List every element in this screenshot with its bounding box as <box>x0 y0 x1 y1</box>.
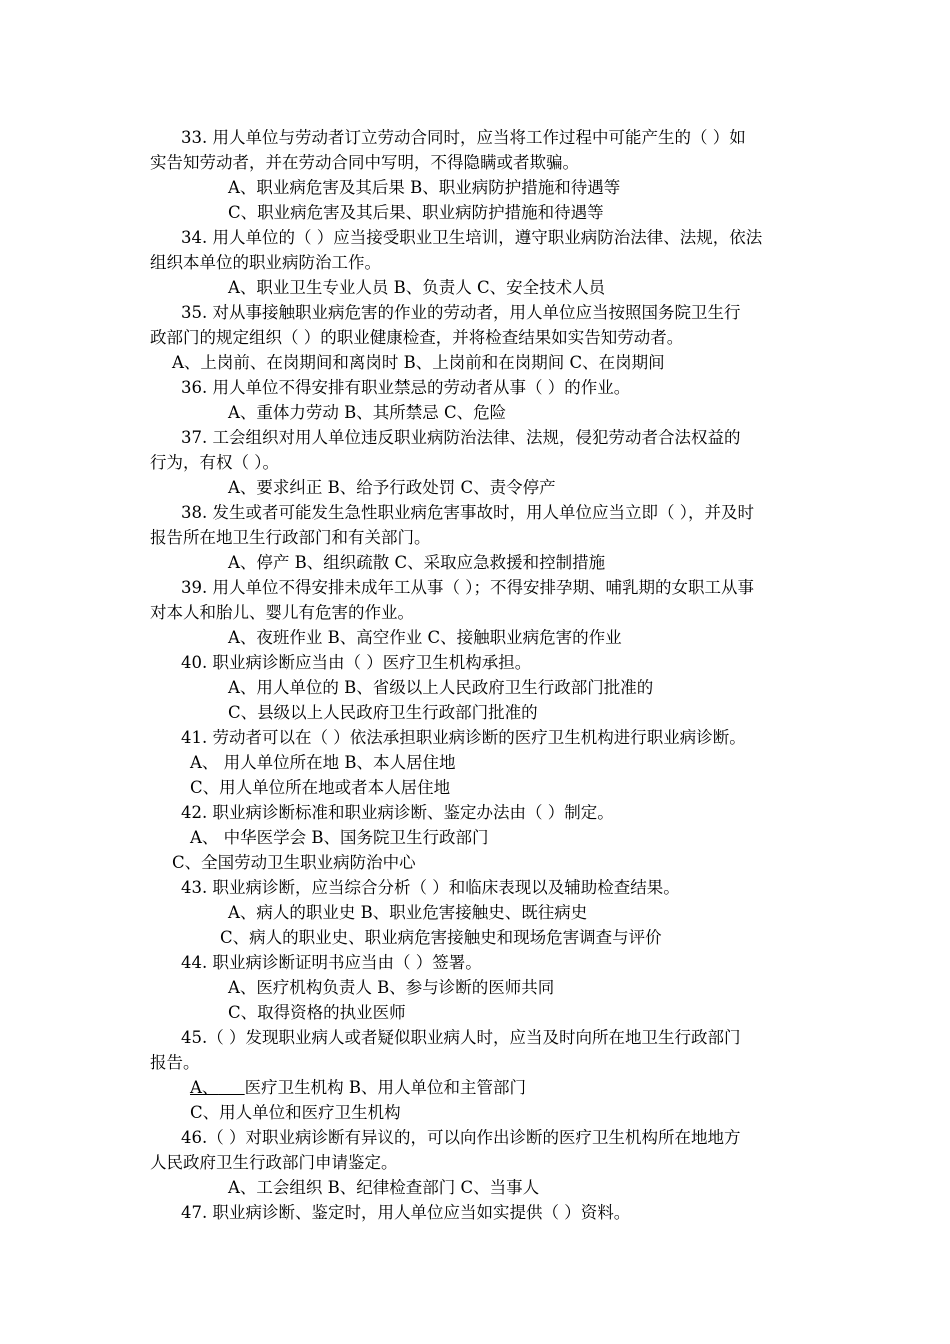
question-40-options-2: C、县级以上人民政府卫生行政部门批准的 <box>228 703 538 722</box>
question-44-options-1: A、医疗机构负责人 B、参与诊断的医师共同 <box>228 978 555 997</box>
question-39-line-2: 对本人和胎儿、婴儿有危害的作业。 <box>150 603 414 622</box>
question-39-line-1: 39. 用人单位不得安排未成年工从事（ ）；不得安排孕期、哺乳期的女职工从事 <box>181 578 754 597</box>
question-34-line-1: 34. 用人单位的（ ）应当接受职业卫生培训，遵守职业病防治法律、法规，依法 <box>181 228 763 247</box>
question-34-options: A、职业卫生专业人员 B、负责人 C、安全技术人员 <box>228 278 606 297</box>
question-33-line-2: 实告知劳动者，并在劳动合同中写明，不得隐瞒或者欺骗。 <box>150 153 579 172</box>
question-42-options-2: C、全国劳动卫生职业病防治中心 <box>172 853 416 872</box>
question-45-line-2: 报告。 <box>150 1053 200 1072</box>
question-46-options: A、工会组织 B、纪律检查部门 C、当事人 <box>228 1178 540 1197</box>
question-43-options-2: C、病人的职业史、职业病危害接触史和现场危害调查与评价 <box>220 928 662 947</box>
question-46-line-1: 46.（ ）对职业病诊断有异议的，可以向作出诊断的医疗卫生机构所在地地方 <box>181 1128 741 1147</box>
question-33-line-1: 33. 用人单位与劳动者订立劳动合同时，应当将工作过程中可能产生的（ ）如 <box>181 128 746 147</box>
question-43-line-1: 43. 职业病诊断，应当综合分析（ ）和临床表现以及辅助检查结果。 <box>181 878 680 897</box>
question-37-options: A、要求纠正 B、给予行政处罚 C、责令停产 <box>228 478 556 497</box>
question-38-line-2: 报告所在地卫生行政部门和有关部门。 <box>150 528 431 547</box>
option-a-blank <box>218 1078 244 1097</box>
question-44-options-2: C、取得资格的执业医师 <box>228 1003 406 1022</box>
question-35-line-2: 政部门的规定组织（ ）的职业健康检查，并将检查结果如实告知劳动者。 <box>150 328 684 347</box>
question-45-options-1 <box>190 1076 526 1100</box>
question-44-line-1: 44. 职业病诊断证明书应当由（ ）签署。 <box>181 953 482 972</box>
option-a-underlined: A、 <box>190 1078 219 1097</box>
question-36-line-1: 36. 用人单位不得安排有职业禁忌的劳动者从事（ ）的作业。 <box>181 378 631 397</box>
question-34-line-2: 组织本单位的职业病防治工作。 <box>150 253 381 272</box>
question-45-line-1: 45.（ ）发现职业病人或者疑似职业病人时，应当及时向所在地卫生行政部门 <box>181 1028 741 1047</box>
question-38-options: A、停产 B、组织疏散 C、采取应急救援和控制措施 <box>228 553 606 572</box>
question-42-line-1: 42. 职业病诊断标准和职业病诊断、鉴定办法由（ ）制定。 <box>181 803 614 822</box>
question-41-options-1: A、 用人单位所在地 B、本人居住地 <box>190 753 456 772</box>
question-35-line-1: 35. 对从事接触职业病危害的作业的劳动者，用人单位应当按照国务院卫生行 <box>181 303 741 322</box>
question-38-line-1: 38. 发生或者可能发生急性职业病危害事故时，用人单位应当立即（ ），并及时 <box>181 503 754 522</box>
question-33-options-2: C、职业病危害及其后果、职业病防护措施和待遇等 <box>228 203 604 222</box>
question-47-line-1: 47. 职业病诊断、鉴定时，用人单位应当如实提供（ ）资料。 <box>181 1203 631 1222</box>
question-40-line-1: 40. 职业病诊断应当由（ ）医疗卫生机构承担。 <box>181 653 532 672</box>
question-42-options-1: A、 中华医学会 B、国务院卫生行政部门 <box>190 828 489 847</box>
question-43-options-1: A、病人的职业史 B、职业危害接触史、既往病史 <box>228 903 588 922</box>
question-46-line-2: 人民政府卫生行政部门申请鉴定。 <box>150 1153 398 1172</box>
question-35-options: A、上岗前、在岗期间和离岗时 B、上岗前和在岗期间 C、在岗期间 <box>172 353 665 372</box>
question-36-options: A、重体力劳动 B、其所禁忌 C、危险 <box>228 403 507 422</box>
question-33-options-1: A、职业病危害及其后果 B、职业病防护措施和待遇等 <box>228 178 621 197</box>
question-41-line-1: 41. 劳动者可以在（ ）依法承担职业病诊断的医疗卫生机构进行职业病诊断。 <box>181 728 746 747</box>
question-41-options-2: C、用人单位所在地或者本人居住地 <box>190 778 451 797</box>
question-40-options-1: A、用人单位的 B、省级以上人民政府卫生行政部门批准的 <box>228 678 654 697</box>
question-45-options-2: C、用人单位和医疗卫生机构 <box>190 1103 401 1122</box>
question-37-line-2: 行为，有权（ ）。 <box>150 453 279 472</box>
option-a-text: 医疗卫生机构 B、用人单位和主管部门 <box>244 1078 527 1097</box>
question-37-line-1: 37. 工会组织对用人单位违反职业病防治法律、法规，侵犯劳动者合法权益的 <box>181 428 741 447</box>
question-39-options: A、夜班作业 B、高空作业 C、接触职业病危害的作业 <box>228 628 622 647</box>
